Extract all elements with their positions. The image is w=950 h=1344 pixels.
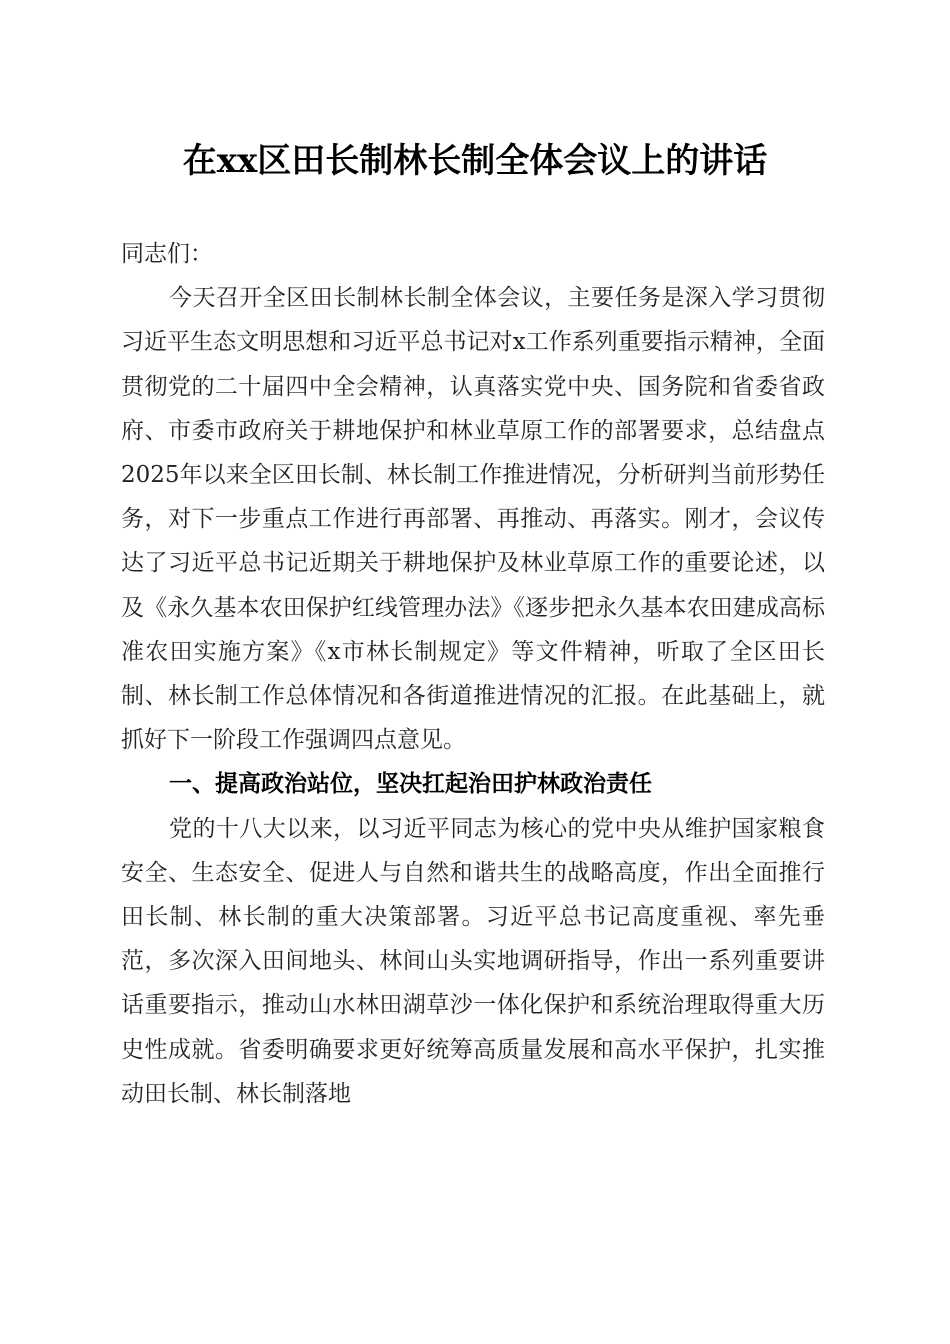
salutation: 同志们： (121, 241, 213, 267)
document-title: 在xx区田长制林长制全体会议上的讲话 (182, 141, 768, 181)
section-paragraph: 党的十八大以来，以习近平同志为核心的党中央从维护国家粮食安全、生态安全、促进人与自然和谐共生的战略高度，作出全面推行田长制、林长制的重大决策部署。习近平总书记高度重视、率先垂范，多次深入田间地头、林间山头实地调研指导，作出一系列重要讲话重要指示，推动山水林田湖草沙一体化保护和系统治理取得重大历史性成就。省委明确要求更好统筹高质量发展和高水平保护，扎实推动田长制、林长制落地 (121, 815, 825, 1107)
document-body (121, 232, 825, 1116)
opening-paragraph: 今天召开全区田长制林长制全体会议，主要任务是深入学习贯彻习近平生态文明思想和习近平总书记对x工作系列重要指示精神，全面贯彻党的二十届四中全会精神，认真落实党中央、国务院和省委省政府、市委市政府关于耕地保护和林业草原工作的部署要求，总结盘点2025年以来全区田长制、林长制工作推进情况，分析研判当前形势任务，对下一步重点工作进行再部署、再推动、再落实。刚才，会议传达了习近平总书记近期关于耕地保护及林业草原工作的重要论述，以及《永久基本农田保护红线管理办法》《逐步把永久基本农田建成高标准农田实施方案》《x市林长制规定》等文件精神，听取了全区田长制、林长制工作总体情况和各街道推进情况的汇报。在此基础上，就抓好下一阶段工作强调四点意见。 (121, 285, 825, 754)
section-heading: 一、提高政治站位，坚决扛起治田护林政治责任 (169, 771, 652, 798)
